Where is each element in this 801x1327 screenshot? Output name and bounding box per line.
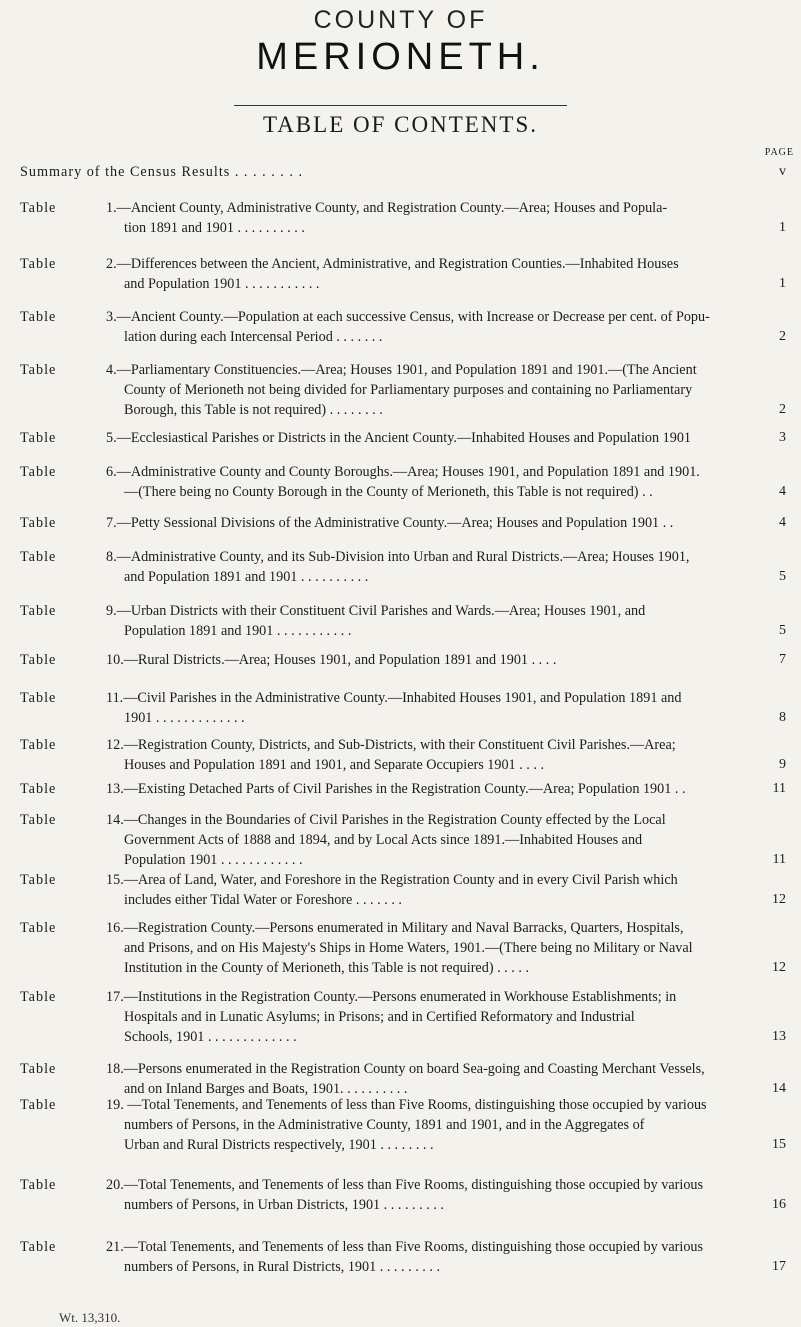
entry-description [106,198,746,238]
entry-description [106,307,746,347]
entry-description [106,1095,746,1155]
entry-line: Population 1891 and 1901 . . . . . . . . . . . [124,623,352,639]
entry-description [106,513,746,533]
page-number: 11 [772,781,786,796]
table-label: Table [20,690,57,706]
table-label: Table [20,920,57,936]
entry-line: 16.—Registration County.—Persons enumerated in Military and Naval Barracks, Quarters, Hospitals, [106,920,684,936]
entry-line: tion 1891 and 1901 . . . . . . . . . . [124,220,305,236]
entry-line: 13.—Existing Detached Parts of Civil Parishes in the Registration County.—Area; Population 1901 . . [106,781,686,797]
table-label: Table [20,1097,57,1113]
entry-line: 19. —Total Tenements, and Tenements of less than Five Rooms, distinguishing those occupied by various [106,1097,707,1113]
page-number: 2 [779,329,786,344]
table-label: Table [20,989,57,1005]
entry-line: Urban and Rural Districts respectively, 1901 . . . . . . . . [124,1137,434,1153]
entry-description [106,735,746,775]
entry-description [106,987,746,1047]
page-number: 7 [779,652,786,667]
entry-description [106,601,746,641]
entry-description [106,1237,746,1277]
entry-line: County of Merioneth not being divided for Parliamentary purposes and containing no Parliamentary [124,382,693,398]
table-label: Table [20,603,57,619]
entry-description [106,1059,746,1099]
entry-line: numbers of Persons, in Rural Districts, 1901 . . . . . . . . . [124,1259,441,1275]
entry-line: 2.—Differences between the Ancient, Administrative, and Registration Counties.—Inhabited Houses [106,256,679,272]
entry-line: includes either Tidal Water or Foreshore . . . . . . . [124,892,402,908]
entry-line: Population 1901 . . . . . . . . . . . . [124,852,303,868]
entry-line: Borough, this Table is not required) . . . . . . . . [124,402,383,418]
table-label: Table [20,1239,57,1255]
county-heading: COUNTY OF [313,6,488,34]
entry-line: 7.—Petty Sessional Divisions of the Administrative County.—Area; Houses and Population 1901 . . [106,515,674,531]
table-label: Table [20,200,57,216]
entry-line: —(There being no County Borough in the County of Merioneth, this Table is not required) . . [124,484,653,500]
title-divider [234,105,567,106]
page-number: 1 [779,220,786,235]
entry-line: 6.—Administrative County and County Boroughs.—Area; Houses 1901, and Population 1891 and 1901. [106,464,700,480]
page-number: 13 [772,1029,786,1044]
entry-line: Hospitals and in Lunatic Asylums; in Prisons; and in Certified Reformatory and Industrial [124,1009,635,1025]
entry-description [106,360,746,420]
entry-line: 15.—Area of Land, Water, and Foreshore in the Registration County and in every Civil Parish which [106,872,678,888]
table-label: Table [20,812,57,828]
page-number: 4 [779,484,786,499]
county-name-title: MERIONETH. [256,36,545,78]
table-label: Table [20,872,57,888]
entry-line: Government Acts of 1888 and 1894, and by Local Acts since 1891.—Inhabited Houses and [124,832,643,848]
page-column-header: PAGE [764,147,794,158]
entry-line: 9.—Urban Districts with their Constituent Civil Parishes and Wards.—Area; Houses 1901, and [106,603,646,619]
table-label: Table [20,515,57,531]
entry-line: and Prisons, and on His Majesty's Ships in Home Waters, 1901.—(There being no Military or Naval [124,940,693,956]
page-number: 5 [779,623,786,638]
table-label: Table [20,1061,57,1077]
page-number: 1 [779,276,786,291]
entry-description [106,688,746,728]
page-number: 15 [772,1137,786,1152]
table-label: Table [20,737,57,753]
entry-description [106,650,746,670]
entry-line: 1.—Ancient County, Administrative County, and Registration County.—Area; Houses and Popula- [106,200,668,216]
entry-description [106,779,746,799]
table-label: Table [20,1177,57,1193]
table-label: Table [20,781,57,797]
page-number: 9 [779,757,786,772]
entry-line: 5.—Ecclesiastical Parishes or Districts in the Ancient County.—Inhabited Houses and Population 1901 [106,430,692,446]
page-number: 4 [779,515,786,530]
entry-line: Institution in the County of Merioneth, this Table is not required) . . . . . [124,960,530,976]
entry-line: and on Inland Barges and Boats, 1901. . . . . . . . . . [124,1081,408,1097]
entry-description [106,918,746,978]
page-number: 12 [772,892,786,907]
entry-line: 18.—Persons enumerated in the Registration County on board Sea-going and Coasting Merchant Vessels, [106,1061,705,1077]
entry-description [106,810,746,870]
entry-description [106,254,746,294]
entry-line: 4.—Parliamentary Constituencies.—Area; Houses 1901, and Population 1891 and 1901.—(The Ancient [106,362,697,378]
entry-description [106,462,746,502]
entry-line: 1901 . . . . . . . . . . . . . [124,710,245,726]
entry-line: 11.—Civil Parishes in the Administrative County.—Inhabited Houses 1901, and Population 1891 and [106,690,682,706]
entry-line: Houses and Population 1891 and 1901, and Separate Occupiers 1901 . . . . [124,757,545,773]
entry-line: 21.—Total Tenements, and Tenements of less than Five Rooms, distinguishing those occupied by various [106,1239,704,1255]
page-number: 3 [779,430,786,445]
table-of-contents-title: TABLE OF CONTENTS. [262,112,539,137]
entry-line: 8.—Administrative County, and its Sub-Division into Urban and Rural Districts.—Area; Houses 1901, [106,549,690,565]
entry-line: 12.—Registration County, Districts, and Sub-Districts, with their Constituent Civil Parishes.—Area; [106,737,676,753]
entry-line: 20.—Total Tenements, and Tenements of less than Five Rooms, distinguishing those occupied by various [106,1177,704,1193]
page-number: 14 [772,1081,786,1096]
page-number: 12 [772,960,786,975]
entry-description [106,870,746,910]
entry-description [106,428,746,448]
entry-line: numbers of Persons, in the Administrative County, 1891 and 1901, and in the Aggregates of [124,1117,645,1133]
page-number: 8 [779,710,786,725]
table-label: Table [20,430,57,446]
page-number: v [779,164,786,179]
entry-line: numbers of Persons, in Urban Districts, 1901 . . . . . . . . . [124,1197,444,1213]
page-number: 5 [779,569,786,584]
entry-description [106,547,746,587]
entry-line: and Population 1891 and 1901 . . . . . . . . . . [124,569,369,585]
table-label: Table [20,309,57,325]
entry-line: and Population 1901 . . . . . . . . . . . [124,276,320,292]
page-number: 2 [779,402,786,417]
print-reference: Wt. 13,310. [59,1310,121,1325]
page-number: 16 [772,1197,786,1212]
summary-label: Summary of the Census Results . . . . . . . . [20,164,304,180]
entry-line: 14.—Changes in the Boundaries of Civil Parishes in the Registration County effected by the Local [106,812,666,828]
entry-line: lation during each Intercensal Period . . . . . . . [124,329,383,345]
page-number: 17 [772,1259,786,1274]
entry-line: Schools, 1901 . . . . . . . . . . . . . [124,1029,297,1045]
table-label: Table [20,362,57,378]
entry-line: 3.—Ancient County.—Population at each successive Census, with Increase or Decrease per cent. of Popu- [106,309,710,325]
table-label: Table [20,256,57,272]
table-label: Table [20,464,57,480]
entry-line: 10.—Rural Districts.—Area; Houses 1901, and Population 1891 and 1901 . . . . [106,652,557,668]
page-number: 11 [772,852,786,867]
table-label: Table [20,652,57,668]
table-label: Table [20,549,57,565]
entry-line: 17.—Institutions in the Registration County.—Persons enumerated in Workhouse Establishments; in [106,989,677,1005]
entry-description [106,1175,746,1215]
